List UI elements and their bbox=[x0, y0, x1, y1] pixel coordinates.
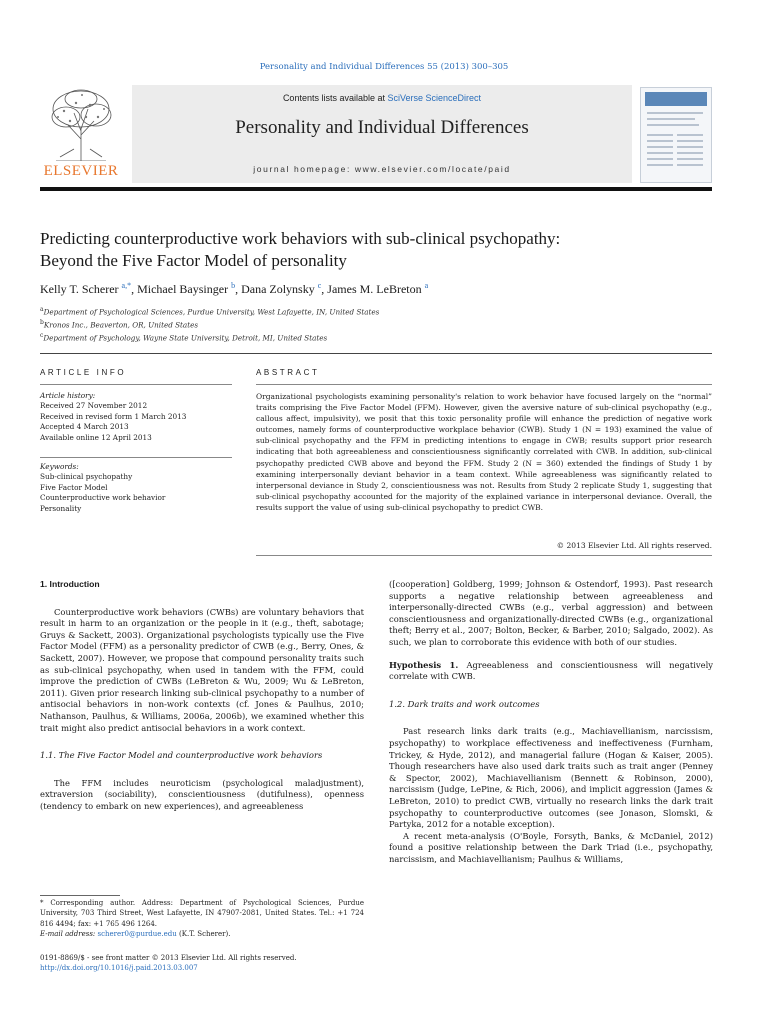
doi-link[interactable]: http://dx.doi.org/10.1016/j.paid.2013.03.007 bbox=[40, 964, 198, 973]
title-line-1: Predicting counterproductive work behaviors with sub-clinical psychopathy: bbox=[40, 229, 561, 248]
elsevier-logo bbox=[40, 85, 122, 183]
email-line: E-mail address: scherer0@purdue.edu (K.T. Scherer). bbox=[40, 930, 231, 939]
front-matter bbox=[40, 953, 364, 974]
paragraph: Past research links dark traits (e.g., Machiavellianism, narcissism, psychopathy) to workplace effectiveness and ineffectiveness (Furnham, Trickey, & Hyde, 2012), and managerial failure (Hogan & Kaiser, 2005). Though researchers have also used dark traits such as trait anger (Penney & Spector, 2002), Machiavellianism (Bennett & Robinson, 2000), narcissism (Judge, LePine, & Rich, 2006), and implicit aggression (James & LeBreton, 2010) to predict CWB, virtually no research links the dark trait psychopathy to counterproductive outcomes (see Jonason, Slomski, & Partyka, 2012 for a notable exception). bbox=[389, 726, 713, 830]
cover-band bbox=[645, 92, 707, 106]
author: Michael Baysinger $^b$, bbox=[137, 281, 242, 296]
sciencedirect-link[interactable]: SciVerse ScienceDirect bbox=[387, 93, 482, 103]
body-right-column bbox=[389, 579, 713, 865]
footnote-rule bbox=[40, 895, 120, 896]
history-item: Received 27 November 2012 bbox=[40, 401, 148, 411]
author-email-link[interactable]: scherer0@purdue.edu bbox=[97, 930, 177, 939]
keyword: Counterproductive work behavior bbox=[40, 493, 166, 503]
keyword: Five Factor Model bbox=[40, 482, 108, 492]
abstract-copyright: © 2013 Elsevier Ltd. All rights reserved. bbox=[556, 541, 712, 550]
article-title bbox=[40, 228, 730, 272]
journal-homepage[interactable]: journal homepage: www.elsevier.com/locate/paid bbox=[253, 164, 511, 174]
body-left-column bbox=[40, 579, 364, 813]
paragraph: Counterproductive work behaviors (CWBs) are voluntary behaviors that result in harm to an organization or the people in it (e.g., theft, sabotage; Gruys & Sackett, 2003). Organizational psychologists typically use the Five Factor Model (FFM) as a personality predictor of CWB (e.g., Berry, Ones, & Sackett, 2007). However, we propose that compound personality traits such as sub-clinical psychopathy, when used in tandem with the FFM, could improve the prediction of CWBs (LeBreton & Wu, 2009; Wu & LeBreton, 2011). Given prior research linking sub-clinical psychopathy to a number of antisocial behaviors in non-work contexts (cf. Jones & Paulhus, 2010; Nathanson, Paulhus, & Williams, 2006a, 2006b), we examined whether this trait might also predict antisocial behaviors in a work context. bbox=[40, 606, 364, 733]
abstract-bottom-rule bbox=[256, 555, 712, 556]
history-item: Received in revised form 1 March 2013 bbox=[40, 411, 187, 421]
title-line-2: Beyond the Five Factor Model of personality bbox=[40, 251, 347, 270]
abstract-rule bbox=[256, 384, 712, 385]
contents-line bbox=[132, 93, 632, 103]
article-history bbox=[40, 391, 232, 443]
affiliation: $^c$Department of Psychology, Wayne State University, Detroit, MI, United States bbox=[40, 331, 328, 343]
journal-banner bbox=[132, 85, 632, 183]
author: Dana Zolynsky $^c$, bbox=[241, 281, 328, 296]
subsection-heading-ffm: 1.1. The Five Factor Model and counterproductive work behaviors bbox=[40, 750, 323, 761]
article-info-rule bbox=[40, 384, 232, 385]
author: Kelly T. Scherer $^{a,*}$, bbox=[40, 281, 138, 296]
abstract-heading: ABSTRACT bbox=[256, 368, 320, 377]
affiliation: $^b$Kronos Inc., Beaverton, OR, United States bbox=[40, 318, 199, 330]
keywords-label: Keywords: bbox=[40, 462, 79, 471]
history-item: Accepted 4 March 2013 bbox=[40, 422, 129, 432]
header-divider bbox=[40, 187, 712, 191]
history-item: Available online 12 April 2013 bbox=[40, 432, 152, 442]
journal-citation[interactable]: Personality and Individual Differences 55 (2013) 300–305 bbox=[259, 62, 509, 72]
affiliation: $^a$Department of Psychological Sciences, Purdue University, West Lafayette, IN, United States bbox=[40, 306, 380, 317]
keywords-rule bbox=[40, 457, 232, 458]
hypothesis-text: Agreeableness and conscientiousness will negatively correlate with CWB. bbox=[389, 659, 713, 682]
hypothesis bbox=[389, 660, 713, 683]
history-label: Article history: bbox=[40, 391, 96, 400]
keywords bbox=[40, 462, 232, 514]
affiliations bbox=[40, 305, 720, 344]
front-divider bbox=[40, 353, 712, 354]
subsection-heading-dark-traits: 1.2. Dark traits and work outcomes bbox=[389, 698, 540, 709]
keyword: Personality bbox=[40, 503, 82, 513]
paragraph: The FFM includes neuroticism (psychological maladjustment), extraversion (sociability), conscientiousness (dutifulness), openness (tendency to embark on new experiences), and agreeableness bbox=[40, 777, 364, 811]
author-list bbox=[40, 281, 720, 297]
contents-prefix: Contents lists available at bbox=[282, 93, 388, 103]
journal-cover-thumbnail bbox=[640, 87, 712, 183]
footnote bbox=[40, 898, 364, 940]
paragraph: A recent meta-analysis (O'Boyle, Forsyth, Banks, & McDaniel, 2012) found a positive relationship between the Dark Triad (i.e., psychopathy, narcissism, and Machiavellianism; Paulhus & Williams, bbox=[389, 830, 713, 864]
corresponding-author-note: * Corresponding author. Address: Department of Psychological Sciences, Purdue University, 703 Third Street, West Lafayette, IN 47907-2081, United States. Tel.: +1 724 816 4494; fax: +1 765 496 1264. bbox=[40, 899, 364, 928]
abstract-text: Organizational psychologists examining personality's relation to work behavior have focused largely on the “normal” traits comprising the Five Factor Model (FFM). However, given the aversive nature of sub-clinical psychopathy (e.g., callous affect, impulsivity), we posit that this toxic personality profile will enhance the prediction of negative work outcomes, namely forms of counterproductive workplace behavior (CWB). Study 1 (N = 193) examined the value of sub-clinical psychopathy and the FFM in predicting intentions to engage in CWB; results support prior research indicating that both agreeableness and conscientiousness significantly correlated with CWB. In addition, sub-clinical psychopathy predicted CWB above and beyond the FFM. Study 2 (N = 360) extended the findings of Study 1 by examining interpersonally deviant behavior in a team context. While agreeableness was significantly related to interpersonal deviance in Study 2, conscientiousness was not. Results from Study 2 replicate Study 1, suggesting that sub-clinical psychopathy accounted for the majority of the explained variance in interpersonal deviance. Overall, the results support the value of using sub-clinical psychopathy to predict CWB. bbox=[256, 392, 712, 512]
hypothesis-label: Hypothesis 1. bbox=[389, 659, 459, 670]
journal-header bbox=[40, 85, 712, 190]
issn-line: 0191-8869/$ - see front matter © 2013 Elsevier Ltd. All rights reserved. bbox=[40, 954, 297, 962]
publisher-name: ELSEVIER bbox=[43, 163, 119, 179]
journal-name: Personality and Individual Differences bbox=[235, 117, 529, 138]
paragraph: ([cooperation] Goldberg, 1999; Johnson & Ostendorf, 1993). Past research supports a negative relationship between agreeableness and interpersonally-directed CWBs (e.g., verbal aggression) and between conscientiousness and organizationally-directed CWBs (e.g., organizational theft; Berry et al., 2007; Bolton, Becker, & Barber, 2010; Salgado, 2002). As such, we plan to corroborate this evidence with both of our studies. bbox=[389, 579, 713, 647]
article-info-heading: ARTICLE INFO bbox=[40, 368, 127, 377]
elsevier-tree-icon bbox=[46, 87, 116, 161]
section-heading-introduction: 1. Introduction bbox=[40, 579, 100, 589]
keyword: Sub-clinical psychopathy bbox=[40, 472, 133, 482]
author: James M. LeBreton $^a$ bbox=[327, 281, 429, 296]
